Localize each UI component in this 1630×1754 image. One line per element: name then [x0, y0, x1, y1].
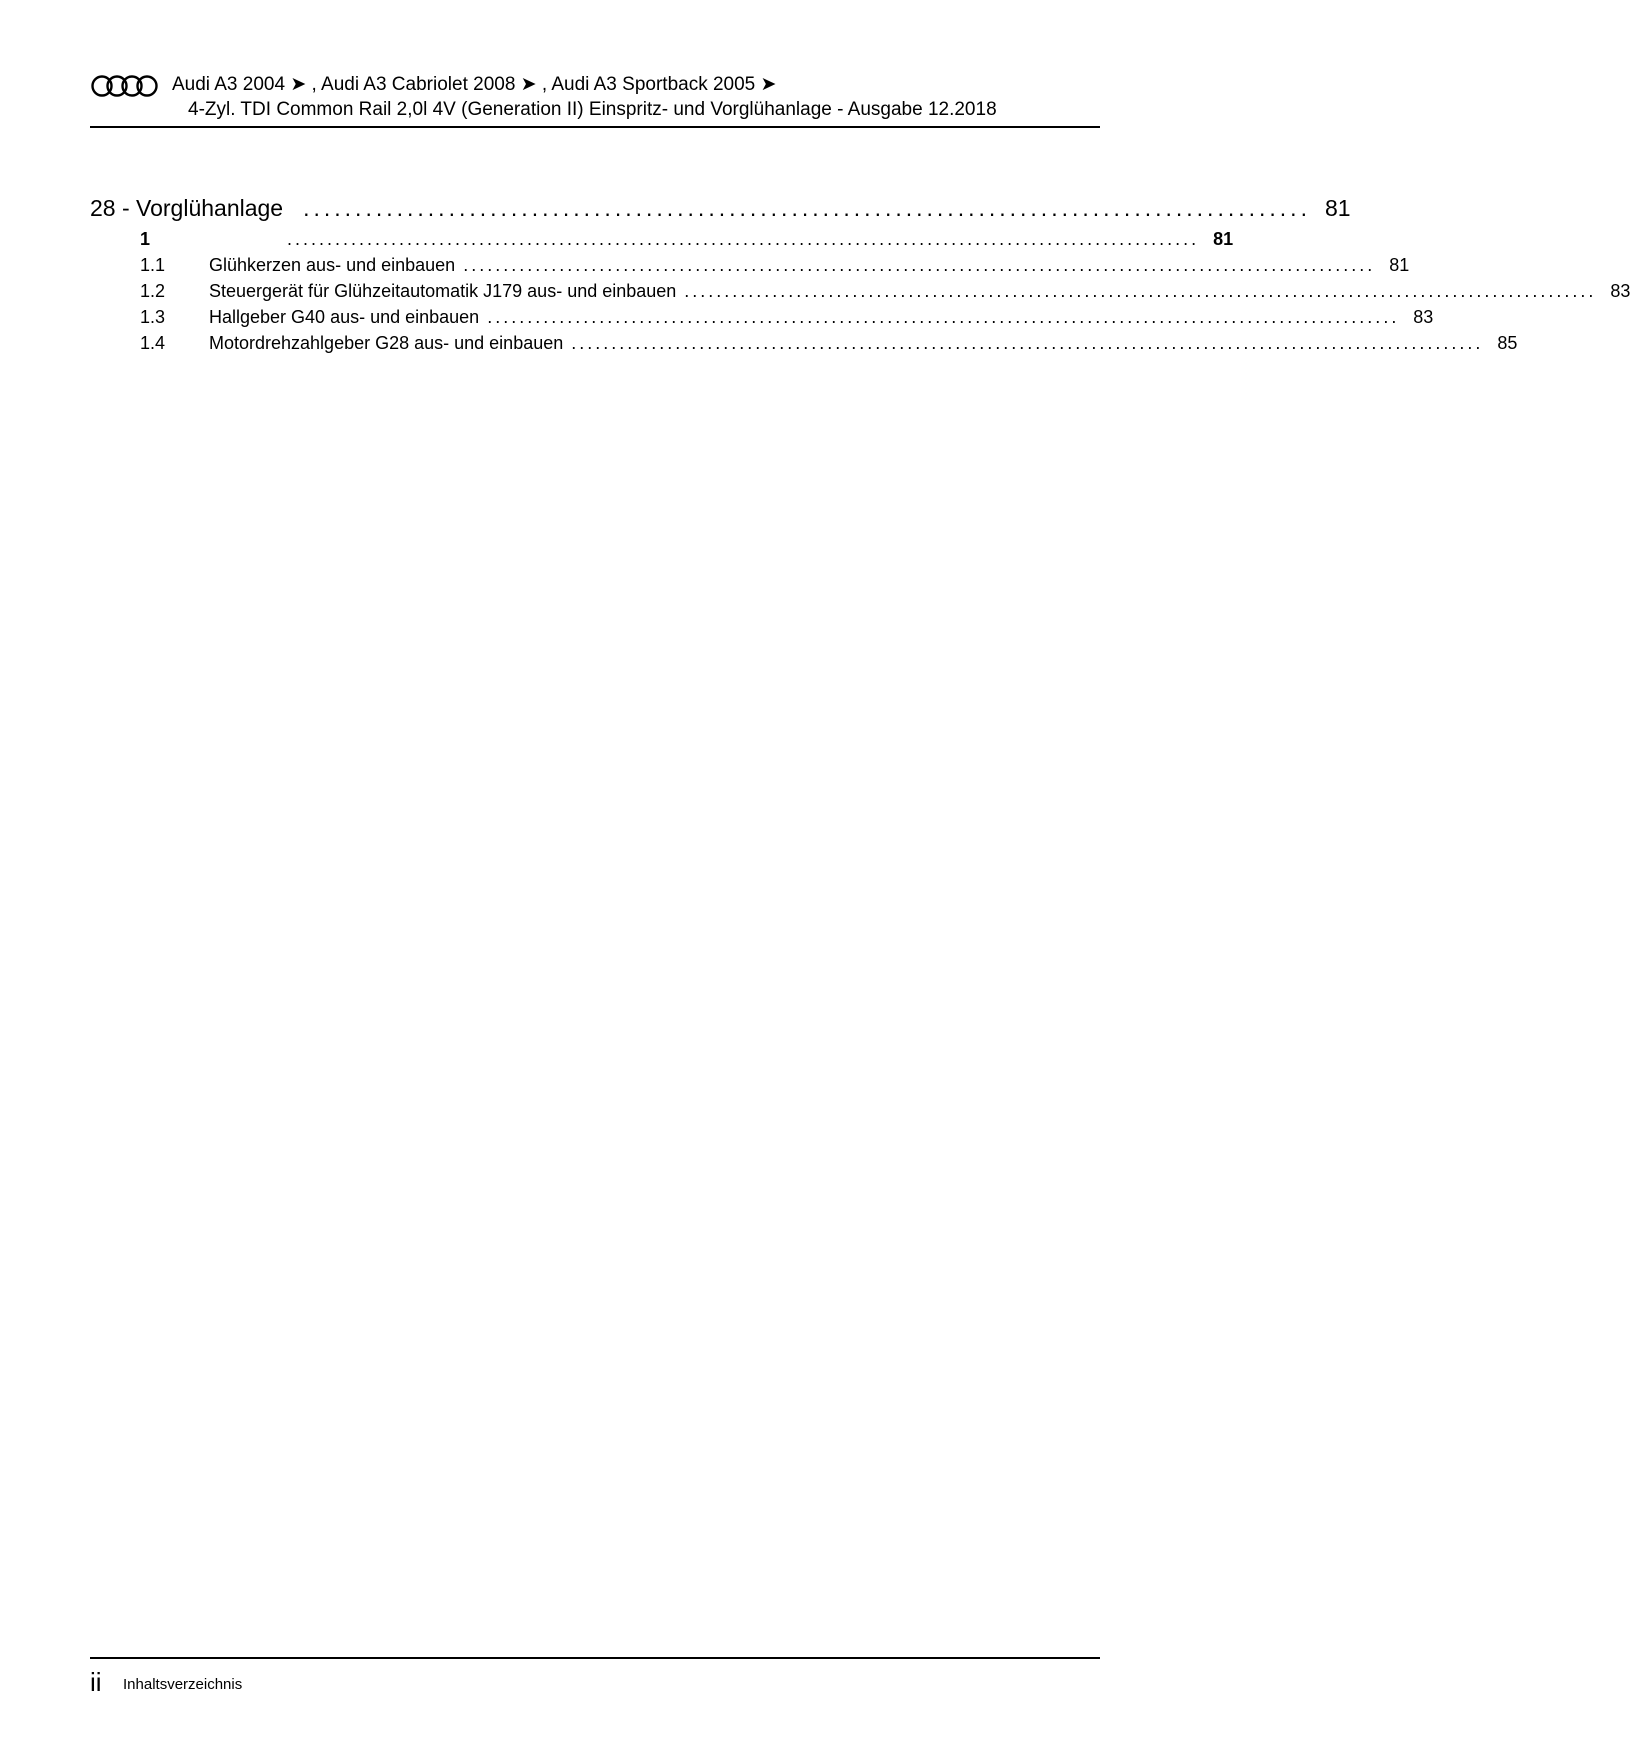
chapter-title: 28 - Vorglühanlage	[90, 195, 284, 221]
dot-leader: ..................................................................................................................	[487, 307, 1400, 327]
section-page-number: 81	[1389, 255, 1410, 275]
chapter-page-number: 81	[1324, 195, 1351, 221]
footer-section-label: Inhaltsverzeichnis	[123, 1676, 243, 1693]
section-page-number: 85	[1497, 333, 1518, 353]
section-number: 1.1	[140, 255, 166, 275]
section-number: 1.4	[140, 333, 166, 353]
section-page-number: 83	[1610, 281, 1630, 301]
toc-section-entry[interactable]	[90, 226, 1234, 252]
section-title: Hallgeber G40 aus- und einbauen	[209, 307, 480, 327]
dot-leader: ..................................................................................................................	[571, 333, 1484, 353]
header-manual-title: 4-Zyl. TDI Common Rail 2,0l 4V (Generation II) Einspritz- und Vorglühanlage - Ausgabe 12.2018	[188, 99, 997, 120]
section-page-number: 81	[1213, 229, 1234, 249]
section-number: 1.3	[140, 307, 166, 327]
dot-leader: ..................................................................................................................	[287, 229, 1200, 249]
dot-leader: ..................................................................................................................	[463, 255, 1376, 275]
section-title: Glühkerzen aus- und einbauen	[209, 255, 456, 275]
dot-leader: ..................................................................................................................	[684, 281, 1597, 301]
toc-section-entry[interactable]	[90, 304, 1434, 330]
section-title: Steuergerät für Glühzeitautomatik J179 aus- und einbauen	[209, 281, 677, 301]
page-header	[90, 70, 1100, 128]
section-page-number: 83	[1413, 307, 1434, 327]
header-vehicle-models: Audi A3 2004 ➤ , Audi A3 Cabriolet 2008 ➤ , Audi A3 Sportback 2005 ➤	[172, 74, 777, 95]
page-footer	[90, 1657, 1100, 1699]
toc-section-entry[interactable]	[90, 278, 1630, 304]
audi-four-rings-icon	[90, 74, 160, 98]
section-title: Motordrehzahlgeber G28 aus- und einbauen	[209, 333, 564, 353]
table-of-contents	[90, 190, 1630, 356]
toc-chapter-entry[interactable]	[90, 190, 1351, 226]
section-number: 1.2	[140, 281, 166, 301]
toc-section-entry[interactable]	[90, 330, 1518, 356]
dot-leader: .................................................................................................	[303, 195, 1311, 221]
section-number: 1	[140, 229, 151, 249]
toc-section-entry[interactable]	[90, 252, 1410, 278]
footer-page-number: ii	[90, 1667, 102, 1697]
